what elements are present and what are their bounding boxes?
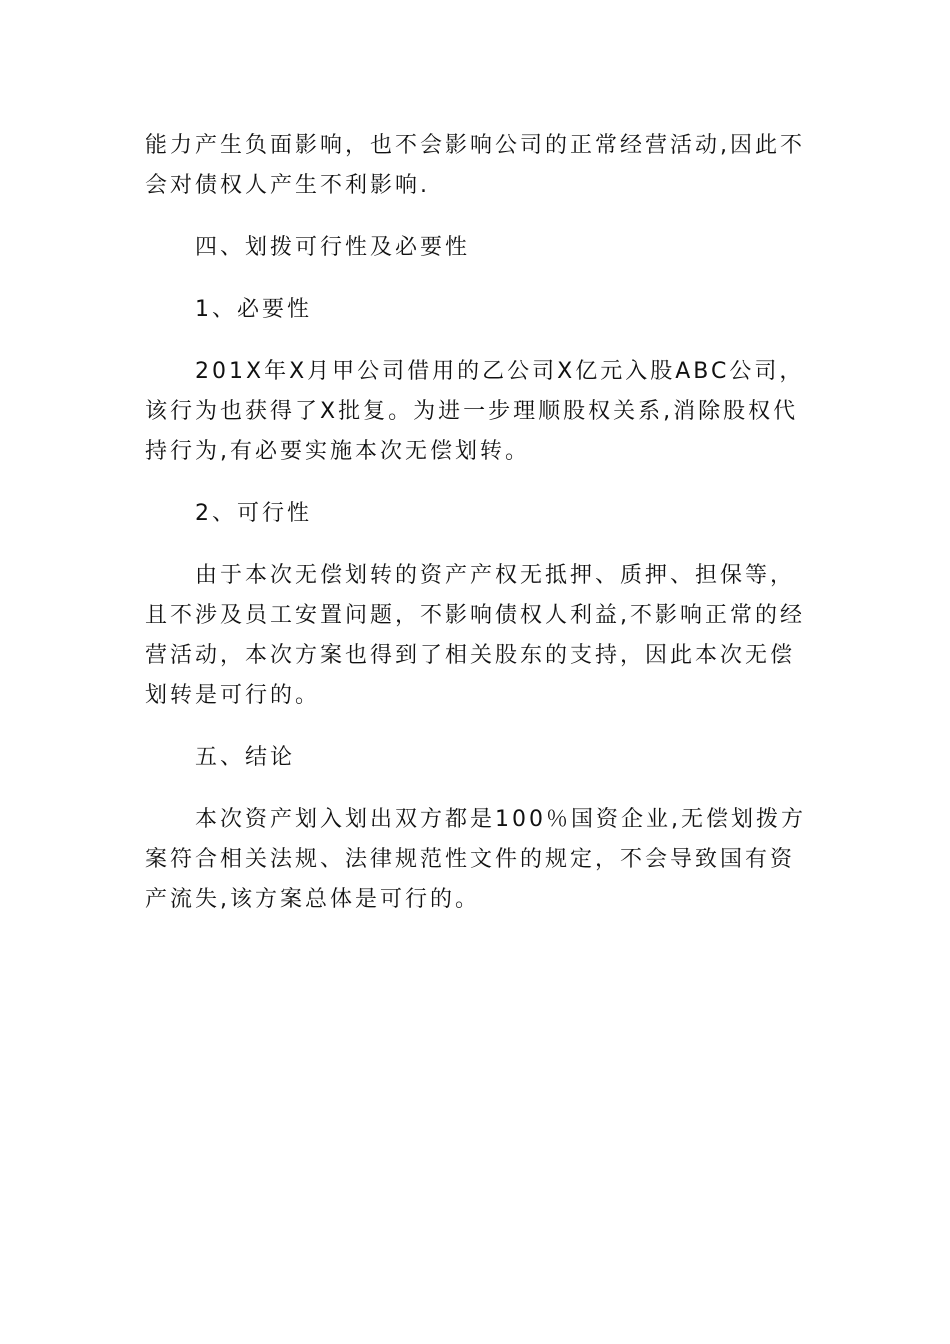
paragraph-intro-continuation: 能力产生负面影响，也不会影响公司的正常经营活动,因此不会对债权人产生不利影响. — [145, 133, 805, 198]
subsection-heading-necessity: 1、必要性 — [195, 297, 312, 322]
document-body — [145, 126, 810, 920]
paragraph-feasibility: 由于本次无偿划转的资产产权无抵押、质押、担保等，且不涉及员工安置问题，不影响债权人利益,不影响正常的经营活动，本次方案也得到了相关股东的支持，因此本次无偿划转是可行的。 — [145, 563, 805, 708]
section-heading-feasibility-necessity: 四、划拨可行性及必要性 — [195, 235, 471, 260]
subsection-heading-feasibility: 2、可行性 — [195, 501, 312, 526]
paragraph-necessity: 201X年X月甲公司借用的乙公司X亿元入股ABC公司，该行为也获得了X批复。为进一步理顺股权关系,消除股权代持行为,有必要实施本次无偿划转。 — [145, 359, 805, 464]
section-heading-conclusion: 五、结论 — [195, 745, 296, 770]
paragraph-conclusion: 本次资产划入划出双方都是100％国资企业,无偿划拨方案符合相关法规、法律规范性文件的规定，不会导致国有资产流失,该方案总体是可行的。 — [145, 807, 806, 912]
